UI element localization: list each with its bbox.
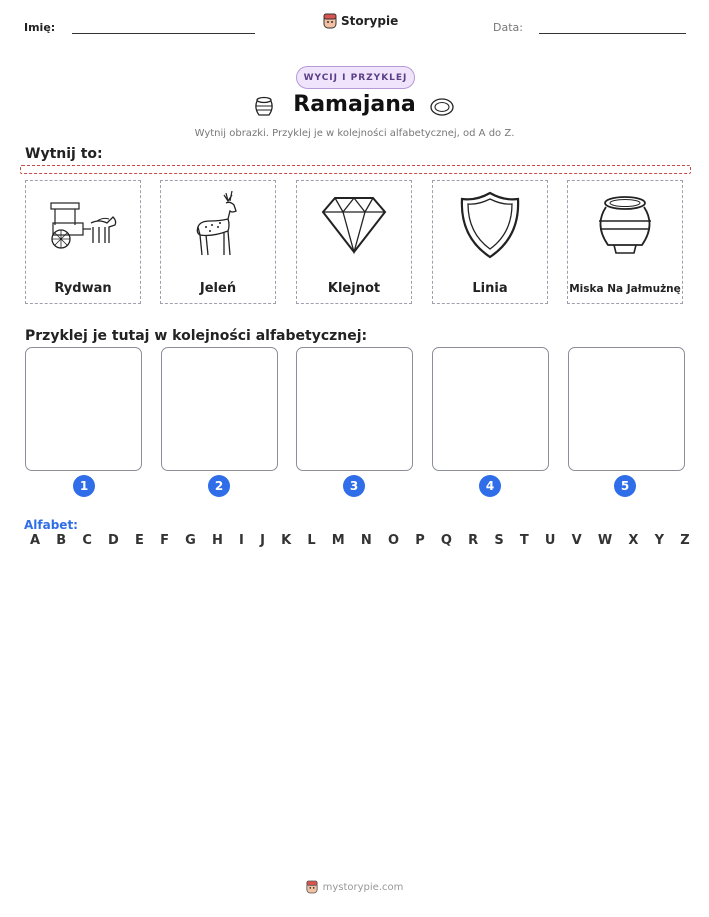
alphabet-letter: O <box>387 533 400 548</box>
brand-name: Storypie <box>341 14 399 28</box>
alphabet-letter: X <box>628 533 639 548</box>
alphabet-letter: Q <box>440 533 452 548</box>
card-label: Jeleń <box>199 281 237 296</box>
alphabet-letter: H <box>211 533 223 548</box>
deer-icon <box>161 181 275 269</box>
alphabet-letter: U <box>544 533 556 548</box>
footer-link[interactable]: mystorypie.com <box>322 881 404 893</box>
paste-slot-2[interactable] <box>161 347 278 471</box>
alphabet-letter: I <box>239 533 244 548</box>
slot-number-2: 2 <box>208 475 230 497</box>
alphabet-letter: V <box>571 533 582 548</box>
date-label: Data: <box>493 21 523 34</box>
alphabet-letter: A <box>30 533 41 548</box>
alphabet-label: Alfabet: <box>24 518 78 532</box>
cut-card-chariot[interactable] <box>25 180 141 304</box>
alphabet-letter: S <box>494 533 504 548</box>
activity-badge: WYCIJ I PRZYKLEJ <box>296 66 415 89</box>
alphabet-row <box>30 533 690 548</box>
alphabet-letter: D <box>108 533 119 548</box>
page-title: Ramajana <box>293 92 416 117</box>
alphabet-letter: N <box>360 533 372 548</box>
paste-slot-3[interactable] <box>296 347 413 471</box>
alphabet-letter: Y <box>654 533 665 548</box>
gem-icon <box>297 181 411 269</box>
cut-heading: Wytnij to: <box>25 146 103 162</box>
paste-slot-4[interactable] <box>432 347 549 471</box>
alphabet-letter: P <box>415 533 425 548</box>
alphabet-letter: W <box>597 533 613 548</box>
slot-number-3: 3 <box>343 475 365 497</box>
slot-number-1: 1 <box>73 475 95 497</box>
card-label: Klejnot <box>327 281 381 296</box>
alphabet-letter: T <box>519 533 529 548</box>
footer <box>0 880 709 894</box>
paste-slot-5[interactable] <box>568 347 685 471</box>
cut-card-deer[interactable] <box>160 180 276 304</box>
alphabet-letter: M <box>331 533 345 548</box>
paste-heading: Przyklej je tutaj w kolejności alfabetycznej: <box>25 328 368 344</box>
paste-slot-1[interactable] <box>25 347 142 471</box>
storypie-mascot-icon <box>306 880 318 894</box>
date-field-line[interactable] <box>539 33 686 34</box>
alms-bowl-icon <box>568 181 682 269</box>
cut-card-alms-bowl[interactable] <box>567 180 683 304</box>
card-label: Rydwan <box>54 281 112 296</box>
alphabet-letter: G <box>185 533 196 548</box>
alphabet-letter: F <box>160 533 169 548</box>
brand-logo <box>323 13 398 29</box>
instructions: Wytnij obrazki. Przyklej je w kolejności alfabetycznej, od A do Z. <box>194 128 515 139</box>
slot-number-4: 4 <box>479 475 501 497</box>
ring-title-icon <box>429 97 455 121</box>
cut-line <box>20 165 691 174</box>
cut-card-shield[interactable] <box>432 180 548 304</box>
alphabet-letter: J <box>260 533 265 548</box>
alphabet-letter: B <box>56 533 67 548</box>
alphabet-letter: K <box>281 533 292 548</box>
card-label: Miska Na Jałmużnę <box>569 283 681 295</box>
slot-number-5: 5 <box>614 475 636 497</box>
alphabet-letter: R <box>468 533 479 548</box>
cut-card-gem[interactable] <box>296 180 412 304</box>
card-label: Linia <box>472 281 508 296</box>
shield-icon <box>433 181 547 269</box>
alphabet-letter: Z <box>680 533 690 548</box>
chariot-icon <box>26 181 140 269</box>
name-label: Imię: <box>24 21 56 34</box>
name-field-line[interactable] <box>72 33 255 34</box>
alphabet-letter: E <box>135 533 144 548</box>
alphabet-letter: C <box>82 533 92 548</box>
storypie-mascot-icon <box>323 13 337 29</box>
alphabet-letter: L <box>307 533 316 548</box>
